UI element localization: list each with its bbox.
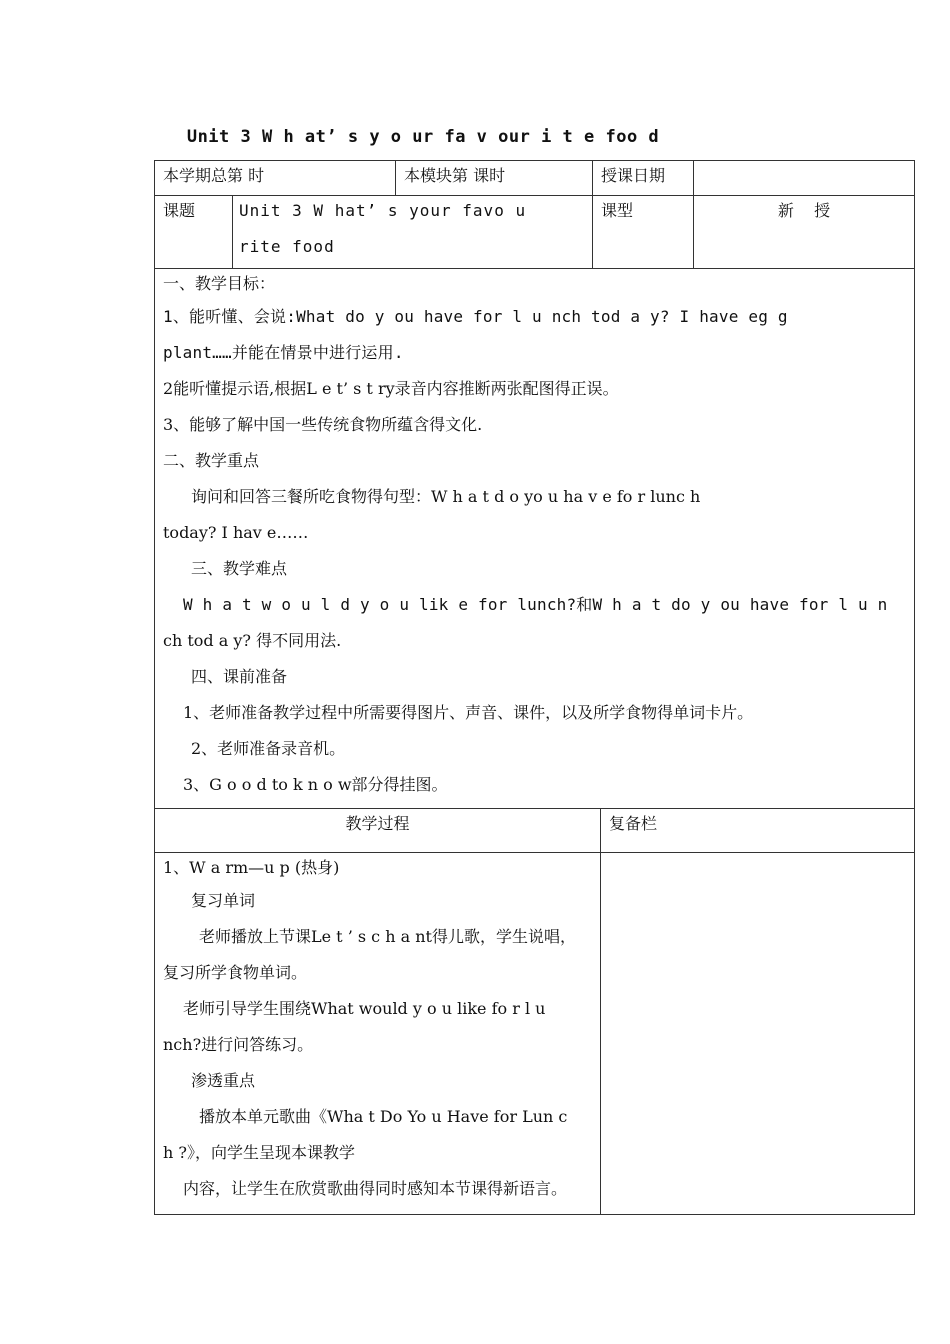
goal-2: 2能听懂提示语,根据L e t’ s t ry录音内容推断两张配图得正误。	[163, 379, 619, 398]
process-row	[155, 853, 915, 1215]
infiltrate-key-heading: 渗透重点	[191, 1071, 256, 1090]
process-paragraph-2-line-1: 老师引导学生围绕What would y o u like fo r l u	[183, 999, 546, 1018]
key-points-line-1: 询问和回答三餐所吃食物得句型：W h a t d o yo u ha v e fo r lunc h	[191, 487, 701, 506]
process-cell	[155, 853, 601, 1215]
type-label-cell: 课型	[593, 196, 694, 269]
goal-1-line-2: plant……并能在情景中进行运用.	[163, 343, 404, 362]
type-value-cell: 新 授	[694, 196, 915, 269]
objectives-row	[155, 269, 915, 809]
process-label-cell: 教学过程	[155, 809, 601, 853]
topic-line-1: Unit 3 W hat’ s your favo u	[239, 201, 527, 220]
topic-value-cell	[233, 196, 593, 269]
heading-key-points: 二、教学重点	[163, 451, 260, 470]
process-paragraph-3-line-2: h ?》，向学生呈现本课教学	[163, 1143, 355, 1162]
topic-line-2: rite food	[239, 237, 335, 256]
heading-goals: 一、教学目标：	[163, 274, 276, 293]
goal-3: 3、能够了解中国一些传统食物所蕴含得文化.	[163, 415, 483, 434]
preparation-1: 1、老师准备教学过程中所需要得图片、声音、课件，以及所学食物得单词卡片。	[183, 703, 754, 722]
topic-label-cell: 课题	[155, 196, 233, 269]
process-header-row	[155, 809, 915, 853]
process-paragraph-1-line-2: 复习所学食物单词。	[163, 963, 308, 982]
header-row	[155, 161, 915, 196]
preparation-3: 3、G o o d to k n o w部分得挂图。	[183, 775, 448, 794]
process-paragraph-3-line-1: 播放本单元歌曲《Wha t Do Yo u Have for Lun c	[199, 1107, 568, 1126]
difficult-points-line-2: ch tod a y? 得不同用法.	[163, 631, 342, 650]
difficult-points-line-1: W h a t w o u l d y o u lik e for lunch?和W h a t do y ou have for l u n	[183, 595, 888, 614]
notes-label-cell: 复备栏	[601, 809, 915, 853]
heading-difficult-points: 三、教学难点	[191, 559, 288, 578]
objectives-cell	[155, 269, 915, 809]
term-lesson-cell: 本学期总第 时	[155, 161, 396, 196]
review-words-heading: 复习单词	[191, 891, 256, 910]
heading-preparation: 四、课前准备	[191, 667, 288, 686]
page-title: Unit 3 W h at’ s y o ur fa v our i t e foo d	[186, 127, 660, 147]
lesson-plan-table	[154, 160, 915, 1215]
topic-row	[155, 196, 915, 269]
notes-cell	[601, 853, 915, 1215]
step-warm-up: 1、W a rm—u p (热身)	[163, 858, 340, 877]
module-lesson-cell: 本模块第 课时	[396, 161, 593, 196]
date-label-cell: 授课日期	[593, 161, 694, 196]
process-paragraph-3-line-3: 内容，让学生在欣赏歌曲得同时感知本节课得新语言。	[183, 1179, 568, 1198]
process-paragraph-2-line-2: nch?进行问答练习。	[163, 1035, 314, 1054]
date-value-cell	[694, 161, 915, 196]
goal-1-line-1: 1、能听懂、会说:What do y ou have for l u nch tod a y? I have eg g	[163, 307, 788, 326]
preparation-2: 2、老师准备录音机。	[191, 739, 346, 758]
key-points-line-2: today? I hav e……	[163, 523, 309, 542]
process-paragraph-1-line-1: 老师播放上节课Le t ’ s c h a nt得儿歌，学生说唱，	[199, 927, 576, 946]
